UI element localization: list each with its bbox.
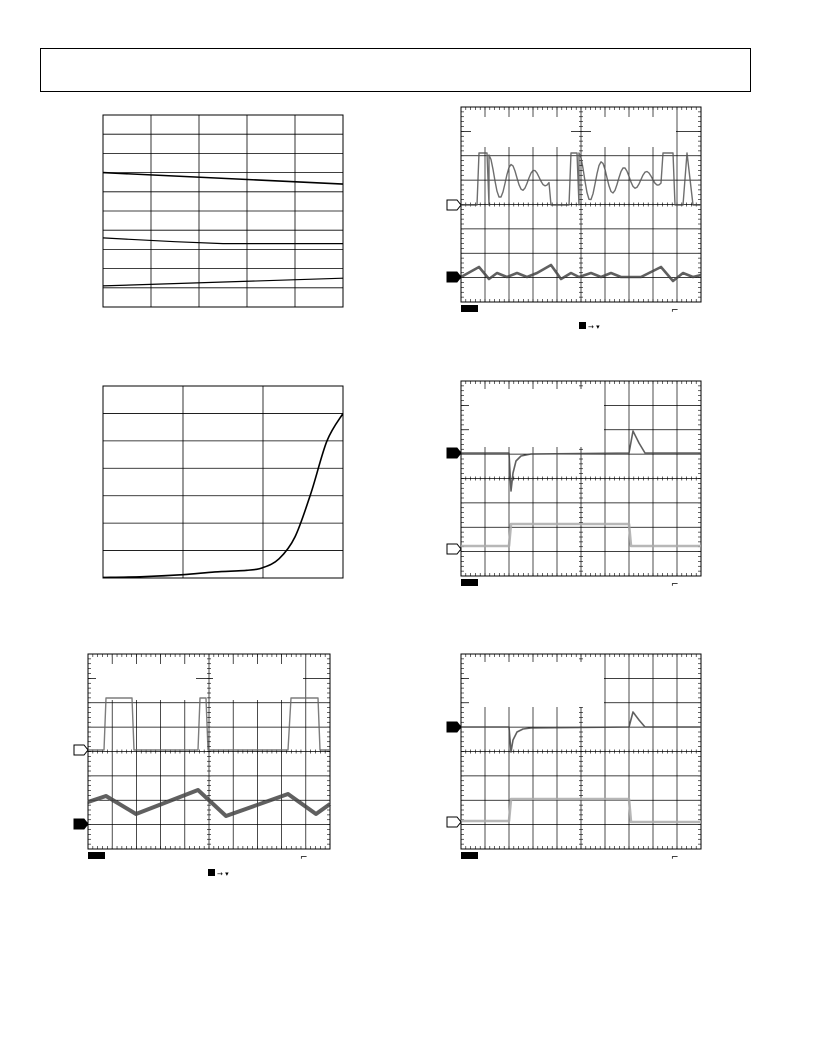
channel-2-marker [447,817,461,827]
trigger-edge-icon: ⌐ [671,580,679,590]
channel-1-marker [447,200,461,210]
scope-channel-badge [461,852,478,859]
scope-step-fall [461,381,701,590]
trigger-arrow-icon: → ▾ [217,870,229,878]
scope-ringing [461,107,701,332]
channel-1-marker [447,448,461,458]
trigger-edge-icon: ⌐ [300,853,308,863]
scope-label-area [471,117,571,147]
scope-label-area [96,664,196,700]
scope-channel-badge [461,305,478,312]
chart-1 [103,115,343,307]
channel-2-marker [447,544,461,554]
trigger-arrow-icon: → ▾ [588,323,600,331]
plot-frame [103,386,343,578]
channel-1-marker [447,722,461,732]
chart-2 [103,386,343,578]
scope-label-area [591,117,676,147]
page-header-box [40,48,751,92]
scope-channel-badge [461,579,478,586]
scope-label-area [469,389,604,447]
scope-channel-badge [88,852,105,859]
scope-label-area [469,662,604,707]
trigger-position-marker [208,869,215,876]
channel-1-marker [74,745,88,755]
trigger-edge-icon: ⌐ [671,306,679,316]
series-line-1 [103,173,343,185]
trigger-edge-icon: ⌐ [671,853,679,863]
series-line-2 [103,238,343,244]
series-line-3 [103,278,343,286]
trigger-position-marker [579,322,586,329]
channel-2-marker [447,272,461,282]
scope-step-rise [461,654,701,863]
scope-square [88,654,330,878]
scope-label-area [213,664,303,700]
channel-2-marker [74,819,88,829]
